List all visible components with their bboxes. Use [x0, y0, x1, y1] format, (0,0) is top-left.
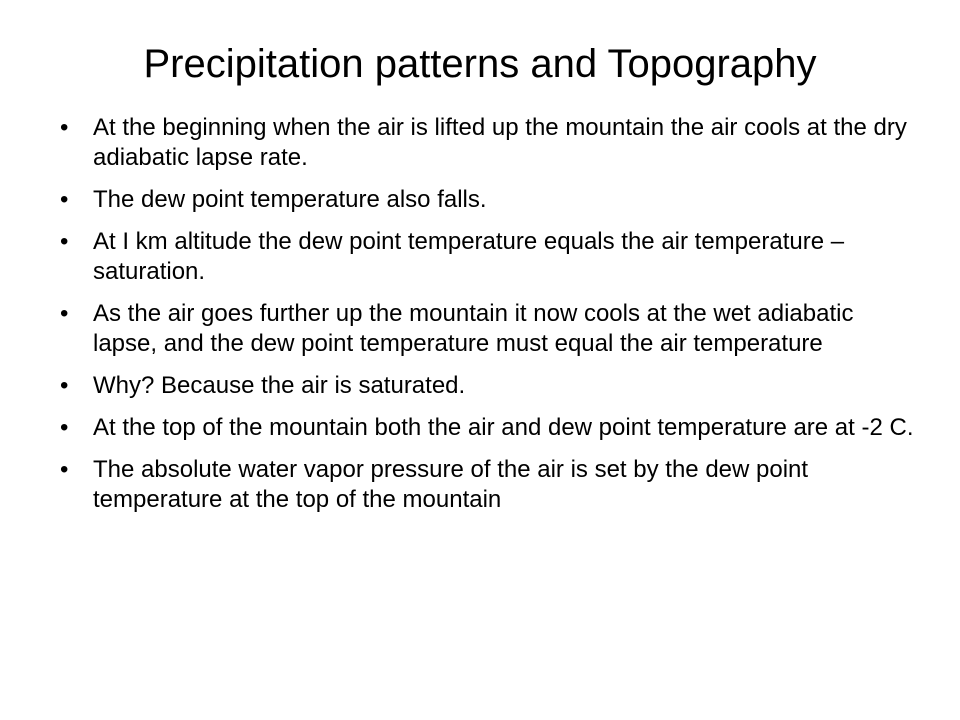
- bullet-item: [60, 113, 920, 173]
- bullet-list: [60, 113, 920, 527]
- slide-title: Precipitation patterns and Topography: [143, 42, 817, 86]
- bullet-item: [60, 227, 920, 287]
- bullet-dot: •: [60, 114, 69, 141]
- bullet-item: [60, 413, 920, 443]
- bullet-dot: •: [60, 414, 69, 441]
- bullet-text: At the beginning when the air is lifted up the mountain the air cools at the dry adiabatic lapse rate.: [93, 114, 907, 171]
- bullet-dot: •: [60, 300, 69, 327]
- bullet-text: At I km altitude the dew point temperature equals the air temperature – saturation.: [93, 228, 845, 285]
- bullet-dot: •: [60, 186, 69, 213]
- bullet-dot: •: [60, 228, 69, 255]
- bullet-dot: •: [60, 372, 69, 399]
- bullet-dot: •: [60, 456, 69, 483]
- bullet-text: As the air goes further up the mountain it now cools at the wet adiabatic lapse, and the dew point temperature must equal the air temperature: [93, 300, 854, 357]
- bullet-item: [60, 185, 920, 215]
- bullet-text: The absolute water vapor pressure of the air is set by the dew point temperature at the top of the mountain: [93, 456, 809, 513]
- bullet-item: [60, 455, 920, 515]
- bullet-text: Why? Because the air is saturated.: [93, 372, 466, 399]
- bullet-text: The dew point temperature also falls.: [93, 186, 487, 213]
- bullet-item: [60, 299, 920, 359]
- bullet-text: At the top of the mountain both the air and dew point temperature are at -2 C.: [93, 414, 914, 441]
- bullet-item: [60, 371, 920, 401]
